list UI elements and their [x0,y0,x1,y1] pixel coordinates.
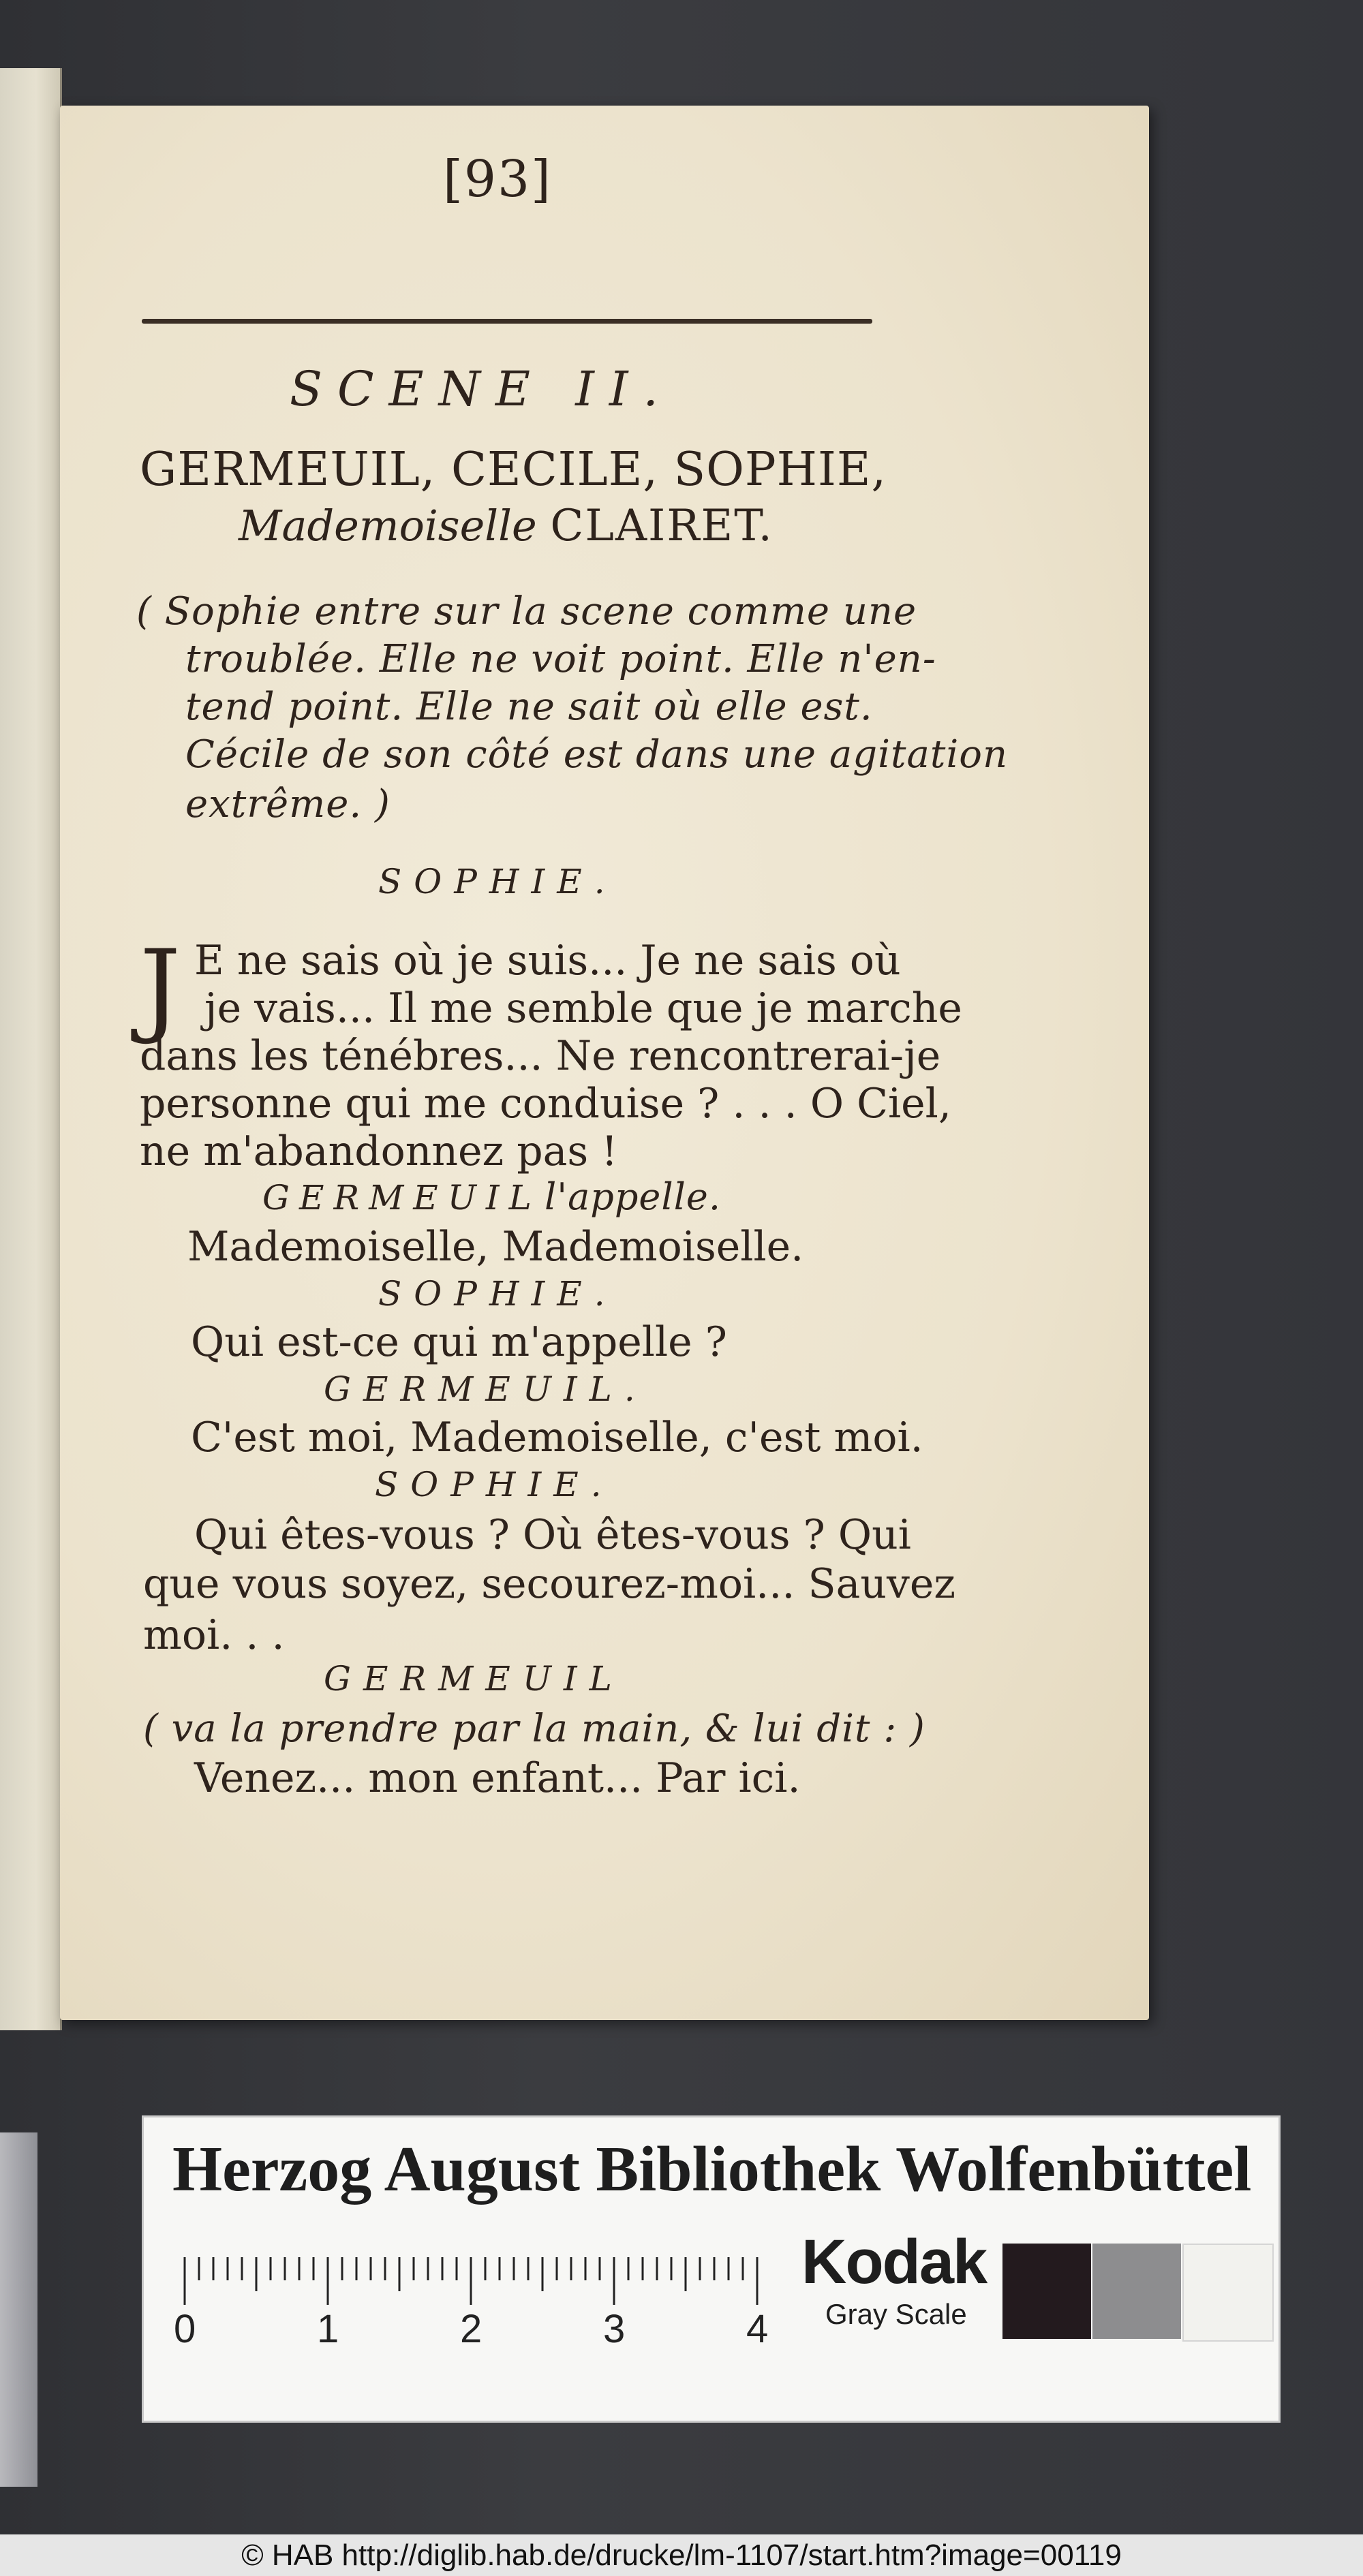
stage-direction-line: ( Sophie entre sur la scene comme une [136,589,917,634]
speaker-germeuil-appelle [262,1175,721,1218]
credit-text: © HAB http://diglib.hab.de/drucke/lm-1107/start.htm?image=00119 [241,2539,1122,2572]
speaker-germeuil-name: GERMEUIL [262,1178,541,1217]
ruler [174,2257,769,2351]
scene-heading: SCENE II. [290,361,673,417]
speech-line: Qui êtes-vous ? Où êtes-vous ? Qui [194,1511,911,1559]
speech-line: Mademoiselle, Mademoiselle. [187,1223,804,1271]
header-rule [142,319,872,324]
speech-line: C'est moi, Mademoiselle, c'est moi. [191,1414,923,1461]
speech-line: personne qui me conduise ? . . . O Ciel, [140,1080,951,1128]
footer-credit [0,2534,1363,2576]
stage-direction-line: ( va la prendre par la main, & lui dit : ) [143,1707,925,1751]
speech-line: ne m'abandonnez pas ! [140,1128,618,1175]
swatch-black [1002,2244,1091,2339]
cast-mademoiselle: Mademoiselle [239,501,537,550]
speaker-germeuil: GERMEUIL [324,1659,624,1698]
book-spine [0,2132,37,2487]
stage-direction-line: Cécile de son côté est dans une agitation [185,732,1009,777]
swatch-white [1182,2244,1274,2342]
ruler-label: 2 [460,2307,483,2351]
kodak-logo: Kodak [801,2227,987,2297]
stage-direction-line: troublée. Elle ne voit point. Elle n'en- [185,637,936,681]
stage-direction-line: extrême. ) [185,782,390,826]
cast-line-2 [239,501,774,551]
ruler-label: 1 [317,2307,339,2351]
speaker-sophie: SOPHIE. [375,1465,614,1504]
speech-line: E ne sais où je suis... Je ne sais où [194,937,901,984]
speech-line: dans les ténébres... Ne rencontrerai-je [140,1032,941,1080]
ruler-label: 4 [746,2307,769,2351]
speaker-sophie: SOPHIE. [378,1274,617,1314]
speaker-sophie: SOPHIE. [378,862,617,901]
speaker-germeuil: GERMEUIL. [324,1369,647,1409]
page-number: [93] [443,150,552,208]
ruler-label: 3 [603,2307,626,2351]
speech-line: moi. . . [143,1611,285,1659]
drop-cap: J [140,929,181,1047]
cast-line-1: GERMEUIL, CECILE, SOPHIE, [140,443,887,497]
facing-page-edge [0,68,62,2030]
swatch-gray [1092,2244,1181,2339]
cast-clairet: CLAIRET. [550,501,774,551]
stage-direction-line: tend point. Elle ne sait où elle est. [185,685,873,729]
speech-line: je vais... Il me semble que je marche [204,984,962,1032]
library-name: Herzog August Bibliothek Wolfenbüttel [172,2134,1252,2205]
speech-line: que vous soyez, secourez-moi... Sauvez [143,1560,956,1608]
ruler-label: 0 [174,2307,196,2351]
speaker-direction: l'appelle. [544,1175,722,1218]
color-target [142,2115,1281,2423]
speech-line: Qui est-ce qui m'appelle ? [191,1318,727,1366]
gray-scale-label: Gray Scale [825,2298,967,2330]
speech-line: Venez... mon enfant... Par ici. [194,1754,801,1802]
